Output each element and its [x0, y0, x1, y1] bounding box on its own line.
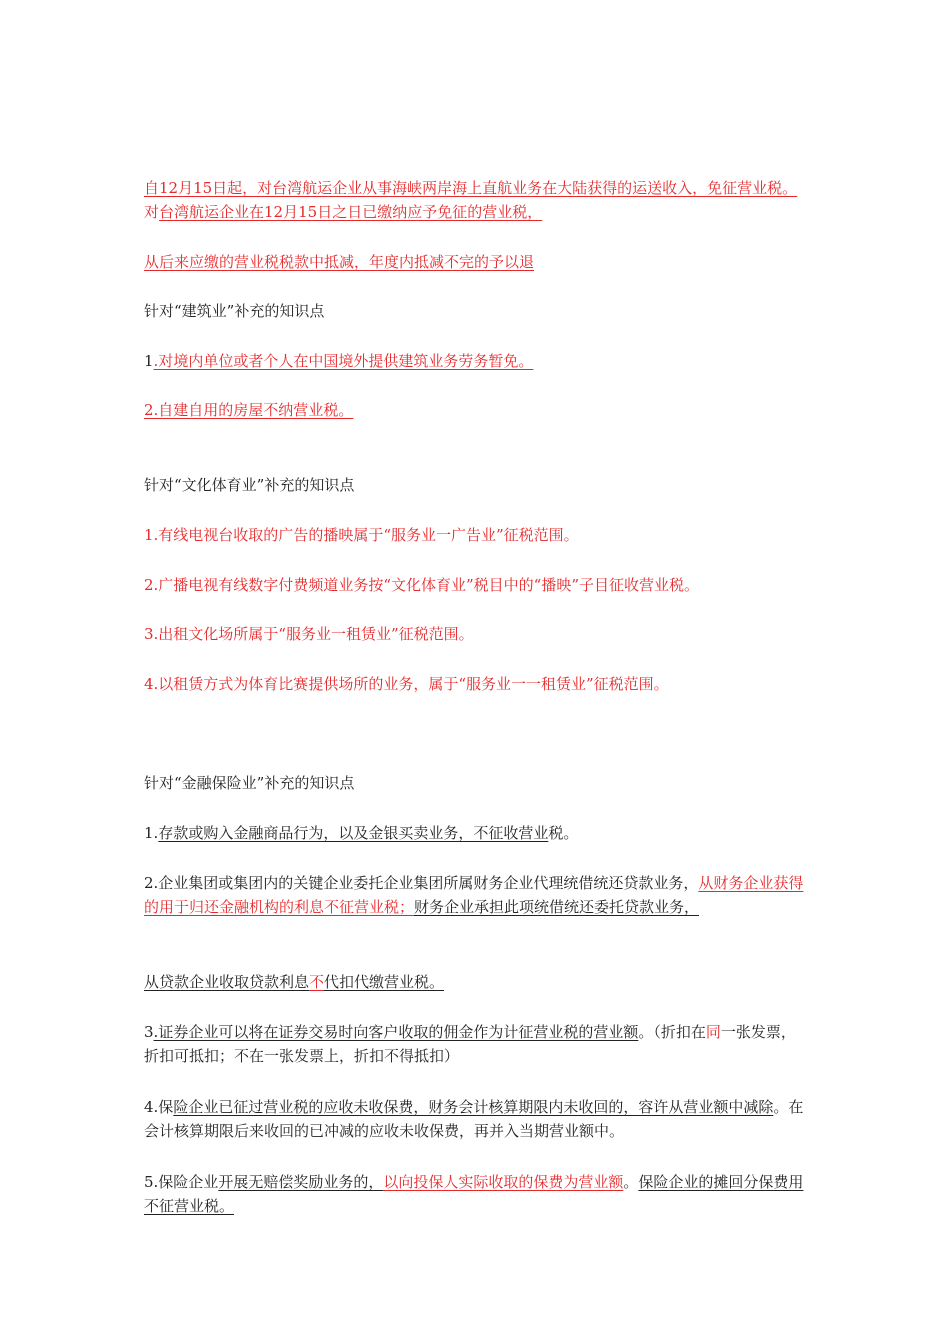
culture-item-3: 3.出租文化场所属于“服务业一租赁业”征税范围。 [144, 625, 474, 643]
heading-culture-sports: 针对“文化体育业”补充的知识点 [144, 476, 355, 494]
finance-item-2-tail: 财务企业承担此项统借统还委托贷款业务， [414, 898, 700, 916]
finance-item-5-red: 以向投保人实际收取的保费为营业额 [383, 1173, 624, 1191]
finance-item-5-mid: 。 [623, 1173, 639, 1191]
finance-item-4 [144, 1095, 808, 1143]
finance-item-1-text: 存款或购入金融商品行为，以及金银买卖业务，不征收营业 [158, 824, 549, 842]
finance-item-5-lead: 5.保险企业 [144, 1173, 219, 1191]
finance-item-5-text-a: 开展无赔偿奖励业务的， [218, 1173, 384, 1191]
construction-item-1 [144, 349, 808, 373]
finance-item-2-cont-not: 不 [309, 973, 325, 991]
finance-item-3-number: 3 [144, 1023, 154, 1041]
finance-item-1 [144, 821, 808, 845]
finance-item-2-lead: 2.企业集团或集团内的关键企业委托企业集团所属财务企业代理统借统还贷款业务， [144, 874, 699, 892]
culture-item-1: 1.有线电视台收取的广告的播映属于“服务业一广告业”征税范围。 [144, 526, 579, 544]
taiwan-exemption-text: 自12月15日起，对台湾航运企业从事海峡两岸海上直航业务在大陆获得的运送收入，免征营业税。 [144, 179, 798, 197]
heading-finance-insurance: 针对“金融保险业”补充的知识点 [144, 774, 355, 792]
finance-item-3-note: 一张发票，折扣可抵扣；不在一张发票上，折扣不得抵扣） [144, 1023, 796, 1065]
finance-item-2 [144, 871, 808, 919]
paragraph-taiwan-shipping [144, 176, 808, 224]
culture-item-2: 2.广播电视有线数字付费频道业务按“文化体育业”税目中的“播映”子目征收营业税。 [144, 576, 699, 594]
finance-item-1-tail: 税。 [548, 824, 579, 842]
deduction-text: 从后来应缴的营业税税款中抵减，年度内抵减不完的予以退 [144, 253, 535, 271]
finance-item-2-continued [144, 970, 808, 994]
finance-item-4-tail: 。在会计核算期限后来收回的已冲减的应收未收保费，再并入当期营业额中。 [144, 1098, 804, 1140]
construction-item-1-text: .对境内单位或者个人在中国境外提供建筑业务劳务暂免。 [153, 352, 534, 370]
finance-item-1-number: 1. [144, 824, 159, 842]
construction-item-2 [144, 398, 808, 422]
finance-item-2-cont-a: 从贷款企业收取贷款利息 [144, 973, 310, 991]
taiwan-refund-text: 台湾航运企业在12月15日之日已缴纳应予免征的营业税， [159, 203, 543, 221]
construction-item-1-number: 1 [144, 352, 154, 370]
finance-item-4-lead: 4.保 [144, 1098, 174, 1116]
taiwan-text-plain: 对 [144, 203, 160, 221]
finance-item-4-text: 险企业已征过营业税的应收未收保费，财务会计核算期限内未收回的，容许从营业额中减除 [173, 1098, 774, 1116]
construction-item-2-text: 2.自建自用的房屋不纳营业税。 [144, 401, 354, 419]
finance-item-2-red: 从财务企业获得的用于归还金融机构的利息不征营业税； [144, 874, 804, 916]
finance-item-3-red-word: 同 [705, 1023, 721, 1041]
finance-item-3 [144, 1020, 808, 1068]
finance-item-3-text: .证券企业可以将在证券交易时向客户收取的佣金作为计征营业税的营业额 [153, 1023, 639, 1041]
finance-item-5-text-b: 保险企业的摊回分保费用不征营业税。 [144, 1173, 804, 1215]
finance-item-2-cont-b: 代扣代缴营业税。 [324, 973, 445, 991]
culture-item-4: 4.以租赁方式为体育比赛提供场所的业务，属于“服务业一一租赁业”征税范围。 [144, 675, 669, 693]
paragraph-deduction [144, 250, 808, 274]
heading-construction: 针对“建筑业”补充的知识点 [144, 302, 325, 320]
finance-item-5 [144, 1170, 808, 1218]
finance-item-3-note-open: 。（折扣在 [638, 1023, 706, 1041]
